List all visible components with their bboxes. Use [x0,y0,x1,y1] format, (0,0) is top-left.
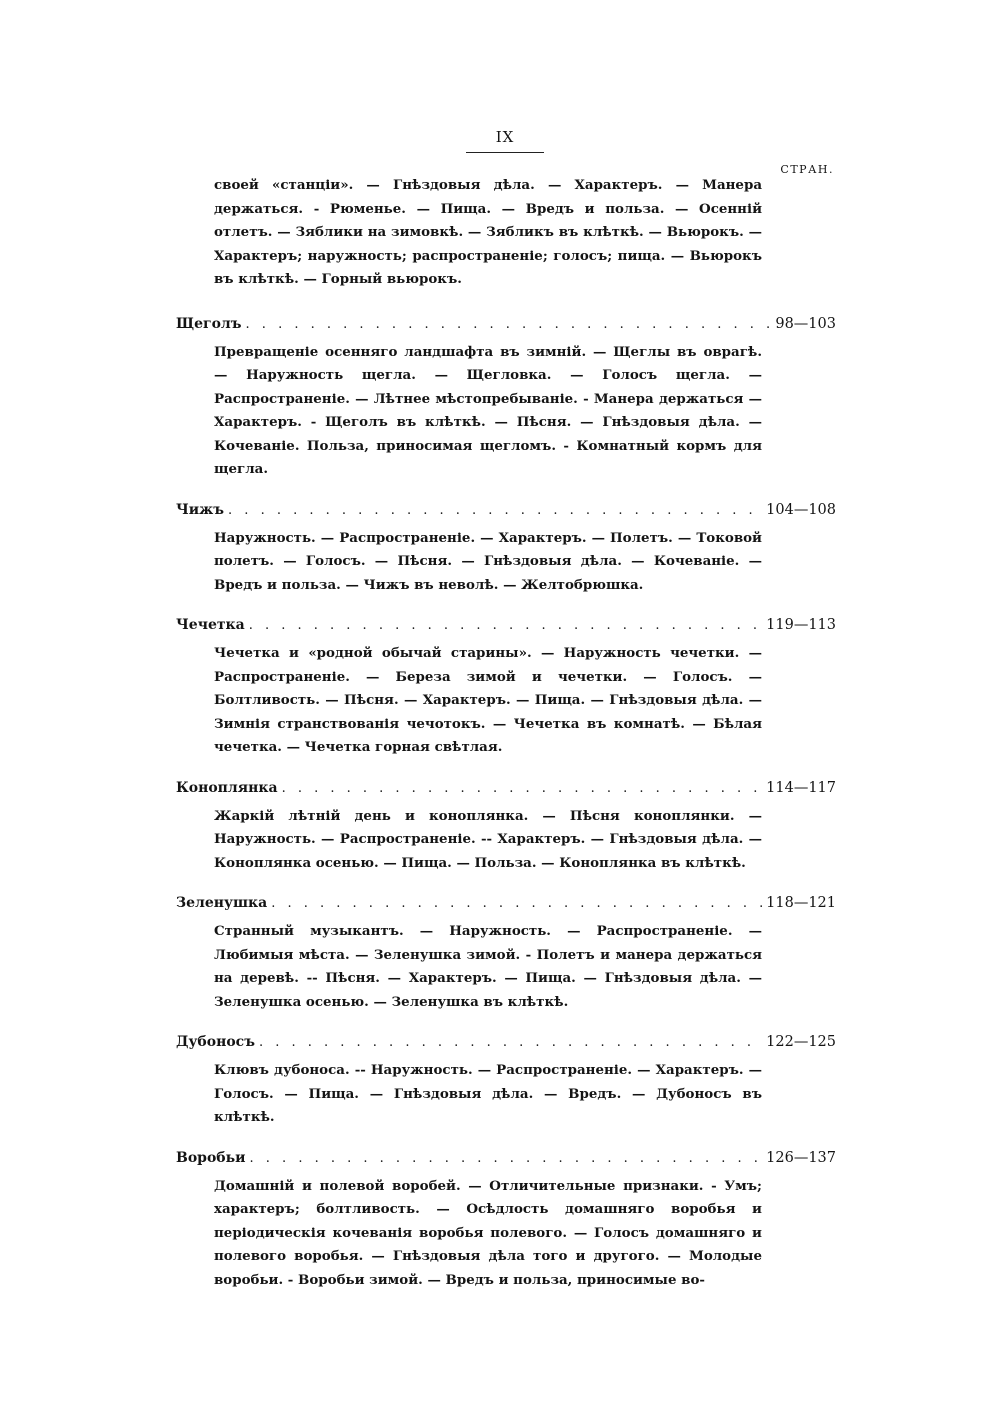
dot-leader [250,1151,763,1166]
toc-entry-description: Странный музыкантъ. — Наружность. — Распространеніе. — Любимыя мѣста. — Зеленушка зимой. - Полетъ и манера держаться на деревѣ. -- Пѣсня. — Характеръ. — Пища. — Гнѣздовыя дѣла. — Зеленушка осенью. — Зеленушка въ клѣткѣ. [214,923,762,1010]
toc-entry-heading [176,895,836,920]
toc-entry-chizh [176,502,836,598]
toc-entry-heading [176,1150,836,1175]
dot-leader [246,317,772,332]
toc-entry-title: Коноплянка [176,779,278,796]
toc-entry-description: Наружность. — Распространеніе. — Характеръ. — Полетъ. — Токовой полетъ. — Голосъ. — Пѣсня. — Гнѣздовыя дѣла. — Кочеваніе. — Вредъ и польза. — Чижъ въ неволѣ. — Желтобрюшка. [214,529,762,593]
toc-entry-title: Воробьи [176,1149,246,1166]
dot-leader [282,781,763,796]
page-number: IX [495,128,515,146]
toc-entry-pages: 122—125 [766,1034,836,1050]
toc-entry-heading [176,617,836,642]
toc-entry-pages: 126—137 [766,1149,836,1166]
toc-entry-pages: 98—103 [775,315,836,332]
toc-entry-pages: 118—121 [766,895,836,911]
toc-entry-description: Превращеніе осенняго ландшафта въ зимній. — Щеглы въ оврагѣ. — Наружность щегла. — Щегловка. — Голосъ щегла. — Распространеніе. — Лѣтнее мѣстопребываніе. - Манера держаться — Характеръ. - Щеголъ въ клѣткѣ. — Пѣсня. — Гнѣздовыя дѣла. — Кочеваніе. Польза, приносимая щегломъ. - Комнатный кормъ для щегла. [214,343,762,477]
toc-entry-heading [176,780,836,805]
intro-continuation-text: своей «станціи». — Гнѣздовыя дѣла. — Характеръ. — Манера держаться. - Рюменье. — Пища. — Вредъ и польза. — Осенній отлетъ. — Зяблики на зимовкѣ. — Зябликъ въ клѣткѣ. — Вьюрокъ. — Характеръ; наружность; распространеніе; голосъ; пища. — Вьюрокъ въ клѣткѣ. — Горный вьюрокъ. [214,177,762,287]
toc-entry-title: Дубоносъ [176,1034,255,1050]
dot-leader [249,618,762,633]
toc-entry-title: Щеголъ [176,315,242,332]
toc-entry-description: Жаркій лѣтній день и коноплянка. — Пѣсня коноплянки. — Наружность. — Распространеніе. -- Характеръ. — Гнѣздовыя дѣла. — Коноплянка осенью. — Пища. — Польза. — Коноплянка въ клѣткѣ. [214,807,762,871]
toc-entry-shchegol [176,316,836,482]
table-of-contents [176,174,836,1312]
pages-column-header: СТРАН. [780,163,834,176]
toc-entry-title: Чижъ [176,501,225,518]
toc-entry-description: Домашній и полевой воробей. — Отличительные признаки. - Умъ; характеръ; болтливость. — Осѣдлость домашняго воробья и періодическія кочеванія воробья полевого. — Голосъ домашняго и полевого воробья. — Гнѣздовыя дѣла того и другого. — Молодые воробьи. - Воробьи зимой. — Вредъ и польза, приносимые во- [214,1177,762,1288]
toc-entry-vorobyi [176,1150,836,1293]
toc-entry-heading [176,1034,836,1059]
toc-entry-chechetka [176,617,836,760]
toc-entry-pages: 114—117 [766,779,836,796]
dot-leader [228,503,762,518]
toc-entry-pages: 119—113 [766,617,836,633]
page-number-rule [466,152,544,153]
toc-entry-description: Чечетка и «родной обычай старины». — Наружность чечетки. — Распространеніе. — Береза зимой и чечетки. — Голосъ. — Болтливость. — Пѣсня. — Характеръ. — Пища. — Гнѣздовыя дѣла. — Зимнія странствованія чечотокъ. — Чечетка въ комнатѣ. — Бѣлая чечетка. — Чечетка горная свѣтлая. [214,645,762,755]
toc-entry-description: Клювъ дубоноса. -- Наружность. — Распространеніе. — Характеръ. — Голосъ. — Пища. — Гнѣздовыя дѣла. — Вредъ. — Дубоносъ въ клѣткѣ. [214,1062,762,1125]
toc-entry-heading [176,316,836,341]
toc-entry-konoplyanka [176,780,836,876]
toc-entry-dubonos [176,1034,836,1130]
toc-entry-pages: 104—108 [766,501,836,518]
toc-entry-zelenushka [176,895,836,1014]
toc-entry-title: Чечетка [176,617,245,633]
toc-entry-title: Зеленушка [176,895,268,911]
dot-leader [271,896,762,911]
dot-leader [259,1035,762,1050]
toc-entry-heading [176,502,836,527]
